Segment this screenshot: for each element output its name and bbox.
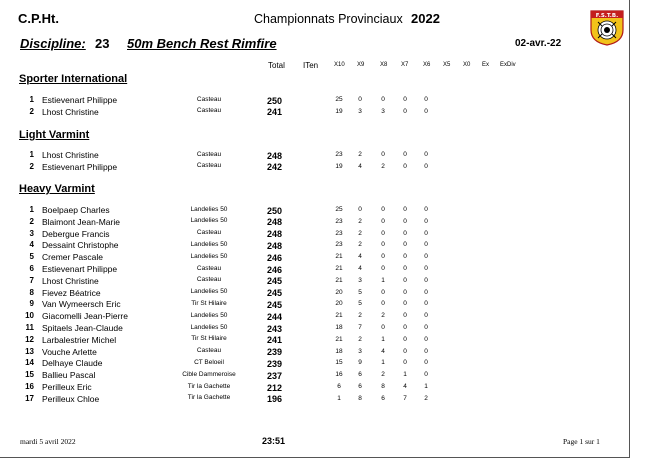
count-x7: 0 (403, 253, 407, 261)
count-x8: 8 (381, 383, 385, 390)
total-score: 246 (267, 252, 283, 263)
count-x7: 0 (403, 312, 407, 320)
count-x6: 2 (424, 394, 428, 402)
rank: 2 (29, 216, 34, 226)
rank: 1 (29, 205, 34, 214)
count-x9: 3 (358, 107, 362, 115)
count-x7: 0 (403, 162, 407, 170)
total-score: 239 (267, 347, 283, 358)
rank: 4 (29, 240, 34, 250)
count-x7: 1 (403, 371, 407, 379)
col-x0: X0 (463, 62, 471, 68)
discipline-label: Discipline: (20, 36, 86, 51)
section-title: Heavy Varmint (19, 183, 95, 195)
count-x8: 2 (381, 162, 385, 170)
total-score: 241 (267, 335, 283, 346)
count-x10: 21 (335, 312, 343, 320)
total-score: 245 (267, 276, 283, 287)
count-x8: 0 (381, 265, 385, 272)
rank: 5 (29, 252, 34, 262)
rank: 15 (25, 370, 34, 380)
shooter-name: Lhost Christine (42, 150, 99, 160)
total-score: 248 (267, 150, 283, 161)
count-x6: 0 (424, 312, 428, 320)
count-x9: 8 (358, 394, 362, 402)
total-score: 250 (267, 205, 283, 216)
footer-time: 23:51 (262, 436, 286, 446)
shooter-name: Ballieu Pascal (42, 370, 96, 381)
section-title: Light Varmint (19, 129, 90, 141)
count-x10: 21 (335, 253, 343, 261)
count-x10: 21 (335, 265, 343, 272)
total-score: 243 (267, 323, 283, 334)
count-x10: 23 (335, 229, 343, 237)
count-x8: 3 (381, 107, 385, 115)
count-x6: 0 (424, 206, 428, 213)
total-score: 242 (267, 162, 283, 173)
count-x6: 0 (424, 162, 428, 170)
count-x9: 3 (358, 347, 362, 355)
rank: 8 (29, 287, 34, 297)
count-x6: 0 (424, 107, 428, 115)
count-x7: 0 (403, 288, 407, 296)
discipline-name: 50m Bench Rest Rimfire (127, 36, 277, 51)
rank: 13 (25, 346, 34, 356)
club-name: Landelies 50 (190, 323, 228, 331)
count-x8: 1 (381, 359, 385, 367)
count-x10: 25 (335, 206, 343, 213)
count-x7: 0 (403, 347, 407, 355)
count-x10: 23 (335, 241, 343, 249)
count-x10: 18 (335, 347, 343, 355)
club-name: Landelies 50 (190, 288, 228, 296)
count-x9: 4 (358, 162, 362, 170)
count-x6: 0 (424, 371, 428, 379)
shooter-name: Debergue Francis (42, 228, 110, 239)
club-name: Tir St Hilaire (191, 299, 227, 307)
shooter-name: Lhost Christine (42, 106, 99, 117)
shooter-name: Cremer Pascale (42, 252, 103, 263)
col-iten: ITen (303, 61, 319, 70)
shooter-name: Boelpaep Charles (42, 205, 110, 215)
count-x10: 25 (335, 96, 343, 103)
rank: 12 (25, 334, 34, 344)
rank: 14 (25, 358, 34, 368)
count-x9: 2 (358, 312, 362, 320)
total-score: 250 (267, 95, 283, 106)
count-x8: 1 (381, 276, 385, 284)
count-x10: 20 (335, 300, 343, 308)
svg-text:F.S.T.B.: F.S.T.B. (595, 13, 619, 19)
count-x9: 9 (358, 359, 362, 367)
count-x10: 21 (335, 276, 343, 284)
count-x9: 2 (358, 335, 362, 343)
club-name: Landelies 50 (190, 205, 228, 213)
total-score: 244 (267, 311, 283, 322)
shooter-name: Perilleux Chloe (42, 393, 100, 404)
count-x7: 0 (403, 151, 407, 158)
count-x7: 0 (403, 265, 407, 272)
shooter-name: Delhaye Claude (42, 358, 103, 369)
count-x9: 2 (358, 217, 362, 225)
count-x8: 0 (381, 288, 385, 296)
count-x10: 6 (337, 383, 341, 390)
count-x8: 0 (381, 206, 385, 213)
count-x8: 0 (381, 241, 385, 249)
count-x7: 0 (403, 324, 407, 331)
club-name: Casteau (196, 107, 222, 115)
count-x6: 0 (424, 276, 428, 284)
count-x6: 0 (424, 241, 428, 249)
shooter-name: Vouche Arlette (42, 346, 97, 357)
club-name: Tir la Gachette (187, 394, 231, 402)
col-x8: X8 (380, 62, 388, 68)
total-score: 248 (267, 217, 283, 228)
col-x5: X5 (443, 62, 451, 68)
count-x7: 4 (403, 383, 407, 390)
club-name: Casteau (196, 264, 222, 272)
footer-page: Page 1 sur 1 (563, 437, 600, 446)
rank: 1 (29, 150, 34, 159)
count-x10: 20 (335, 288, 343, 296)
club-name: Casteau (196, 276, 222, 284)
col-exdiv: ExDiv (500, 62, 516, 68)
shooter-name: Perilleux Eric (42, 382, 92, 392)
count-x7: 0 (403, 359, 407, 367)
count-x6: 0 (424, 151, 428, 158)
count-x8: 2 (381, 312, 385, 320)
count-x10: 19 (335, 162, 343, 170)
total-score: 239 (267, 358, 283, 369)
count-x9: 3 (358, 276, 362, 284)
club-name: Tir St Hilaire (191, 335, 227, 343)
count-x7: 0 (403, 229, 407, 237)
count-x9: 2 (358, 229, 362, 237)
total-score: 248 (267, 229, 283, 240)
count-x8: 0 (381, 217, 385, 225)
shooter-name: Estievenart Philippe (42, 95, 118, 105)
shooter-name: Fievez Béatrice (42, 287, 101, 298)
count-x7: 0 (403, 96, 407, 103)
total-score: 245 (267, 299, 283, 310)
count-x10: 23 (335, 151, 343, 158)
count-x8: 1 (381, 335, 385, 343)
count-x7: 0 (403, 107, 407, 115)
shooter-name: Van Wymeersch Eric (42, 299, 121, 310)
count-x7: 0 (403, 206, 407, 213)
count-x10: 18 (335, 324, 343, 331)
count-x6: 0 (424, 217, 428, 225)
count-x6: 0 (424, 96, 428, 103)
total-score: 241 (267, 107, 283, 118)
club-name: Casteau (196, 150, 222, 158)
count-x9: 5 (358, 300, 362, 308)
club-name: CT Beloeil (194, 358, 224, 366)
club-name: Tir la Gachette (187, 382, 231, 390)
shooter-name: Estievenart Philippe (42, 264, 118, 274)
count-x6: 0 (424, 300, 428, 308)
shooter-name: Larbalestrier Michel (42, 334, 117, 345)
rank: 1 (29, 95, 34, 104)
count-x10: 23 (335, 217, 343, 225)
count-x9: 7 (358, 324, 362, 331)
col-x6: X6 (423, 62, 431, 68)
count-x6: 1 (424, 383, 428, 390)
col-x7: X7 (401, 62, 409, 68)
count-x10: 21 (335, 335, 343, 343)
count-x9: 6 (358, 371, 362, 379)
count-x9: 4 (358, 253, 362, 261)
count-x8: 2 (381, 371, 385, 379)
total-score: 248 (267, 240, 283, 251)
count-x8: 0 (381, 324, 385, 331)
count-x8: 4 (381, 347, 385, 355)
total-score: 212 (267, 382, 283, 393)
club-name: C.P.Ht. (18, 11, 59, 26)
count-x8: 0 (381, 253, 385, 261)
shooter-name: Giacomelli Jean-Pierre (42, 311, 128, 322)
rank: 2 (29, 161, 34, 171)
rank: 2 (29, 106, 34, 116)
count-x9: 4 (358, 265, 362, 272)
rank: 11 (25, 323, 34, 332)
shooter-name: Dessaint Christophe (42, 240, 119, 251)
total-score: 245 (267, 288, 283, 299)
club-name: Cible Dammeroise (182, 370, 236, 378)
count-x7: 0 (403, 300, 407, 308)
count-x7: 0 (403, 276, 407, 284)
col-x9: X9 (357, 62, 365, 68)
count-x6: 0 (424, 229, 428, 237)
col-x10: X10 (334, 62, 345, 68)
count-x9: 5 (358, 288, 362, 296)
championship-year: 2022 (411, 11, 440, 26)
rank: 10 (25, 311, 34, 321)
col-ex: Ex (482, 62, 490, 68)
federation-logo-icon (590, 10, 624, 46)
rank: 16 (25, 382, 34, 391)
count-x10: 1 (337, 394, 341, 402)
count-x8: 0 (381, 300, 385, 308)
count-x7: 7 (403, 394, 407, 402)
count-x9: 2 (358, 241, 362, 249)
count-x9: 0 (358, 206, 362, 213)
count-x6: 0 (424, 265, 428, 272)
club-name: Landelies 50 (190, 240, 228, 248)
club-name: Casteau (196, 162, 222, 170)
count-x8: 0 (381, 229, 385, 237)
count-x6: 0 (424, 253, 428, 261)
count-x10: 15 (335, 359, 343, 367)
championship-title: Championnats Provinciaux (254, 12, 403, 26)
club-name: Landelies 50 (190, 217, 228, 225)
count-x6: 0 (424, 347, 428, 355)
shooter-name: Blaimont Jean-Marie (42, 216, 120, 227)
shooter-name: Estievenart Philippe (42, 161, 118, 172)
count-x8: 0 (381, 96, 385, 103)
count-x7: 0 (403, 335, 407, 343)
count-x6: 0 (424, 324, 428, 331)
rank: 9 (29, 299, 34, 309)
club-name: Casteau (196, 95, 222, 103)
club-name: Casteau (196, 347, 222, 355)
count-x9: 2 (358, 151, 362, 158)
count-x10: 16 (335, 371, 343, 379)
total-score: 246 (267, 264, 283, 275)
count-x6: 0 (424, 359, 428, 367)
rank: 7 (29, 275, 34, 285)
count-x6: 0 (424, 335, 428, 343)
total-score: 196 (267, 394, 283, 405)
count-x9: 6 (358, 383, 362, 390)
count-x7: 0 (403, 217, 407, 225)
count-x6: 0 (424, 288, 428, 296)
count-x8: 6 (381, 394, 385, 402)
section-title: Sporter International (19, 73, 128, 85)
club-name: Casteau (196, 229, 222, 237)
count-x9: 0 (358, 96, 362, 103)
club-name: Landelies 50 (190, 311, 228, 319)
count-x10: 19 (335, 107, 343, 115)
rank: 6 (29, 264, 34, 273)
total-score: 237 (267, 370, 283, 381)
shooter-name: Lhost Christine (42, 275, 99, 286)
competition-date: 02-avr.-22 (515, 38, 562, 49)
shooter-name: Spitaels Jean-Claude (42, 323, 123, 333)
rank: 3 (29, 228, 34, 238)
club-name: Landelies 50 (190, 252, 228, 260)
rank: 17 (25, 393, 34, 403)
footer-date: mardi 5 avril 2022 (20, 437, 76, 446)
col-total: Total (268, 61, 285, 70)
count-x7: 0 (403, 241, 407, 249)
count-x8: 0 (381, 151, 385, 158)
discipline-number: 23 (95, 36, 110, 51)
